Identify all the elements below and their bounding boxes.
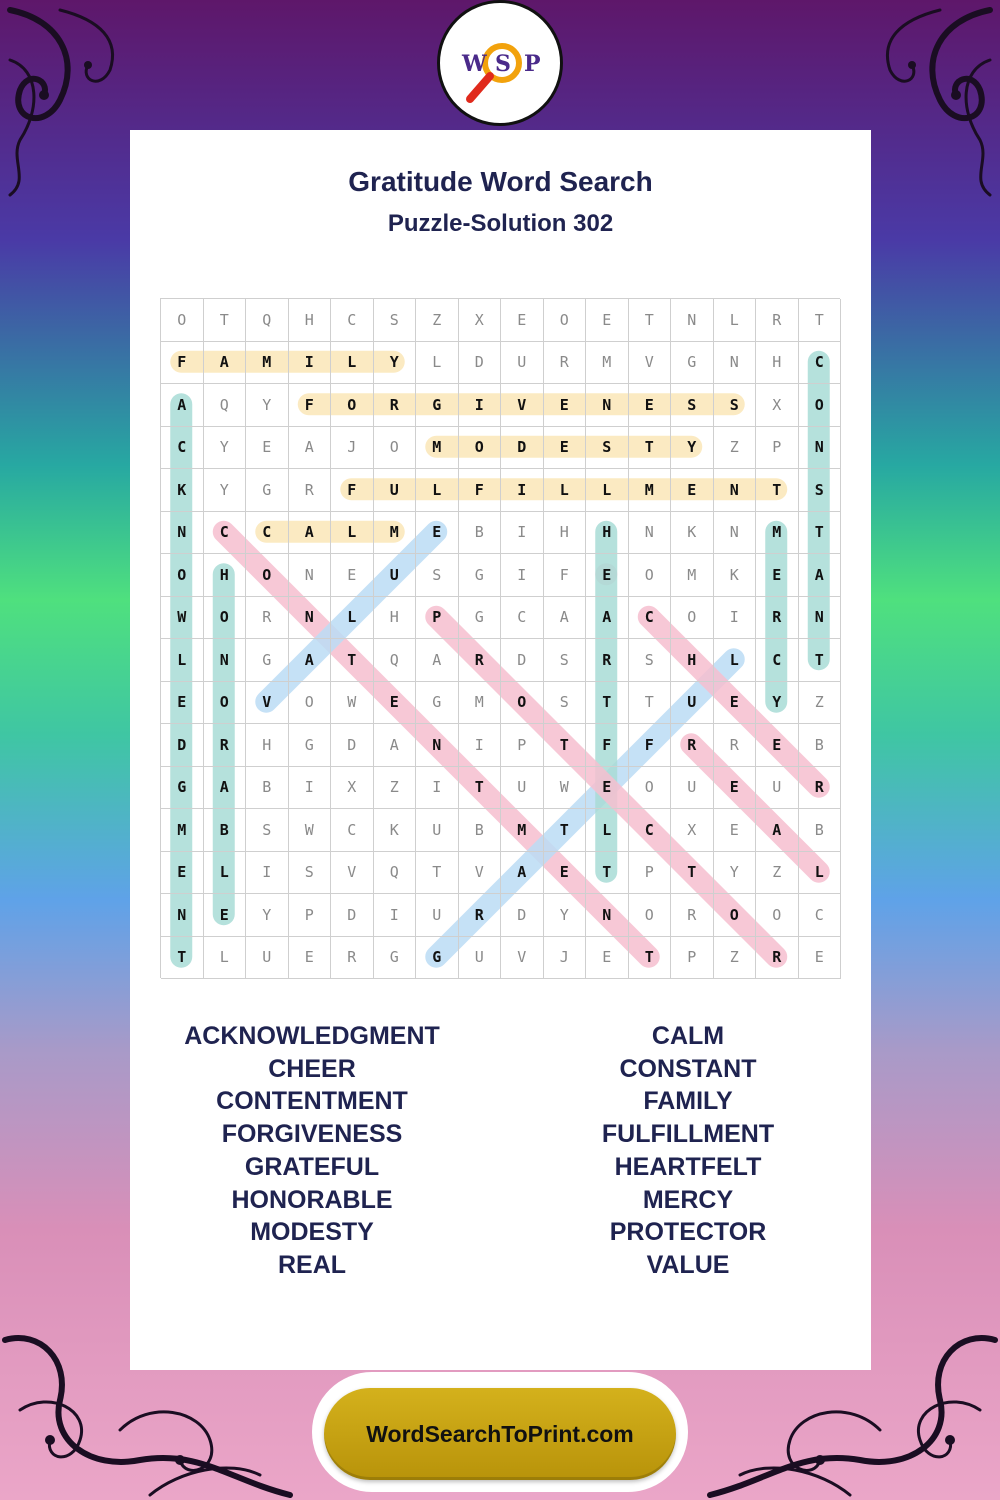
grid-cell[interactable]: Y	[204, 427, 247, 470]
grid-cell[interactable]: F	[331, 469, 374, 512]
grid-cell[interactable]: U	[501, 767, 544, 810]
word-list-item: MERCY	[642, 1185, 734, 1214]
grid-cell[interactable]: V	[501, 937, 544, 980]
grid-cell[interactable]: E	[331, 554, 374, 597]
grid-cell[interactable]: T	[161, 937, 204, 980]
grid-cell[interactable]: G	[246, 639, 289, 682]
site-link-label: WordSearchToPrint.com	[366, 1420, 634, 1447]
grid-cell[interactable]: L	[204, 852, 247, 895]
grid-cell[interactable]: Y	[544, 894, 587, 937]
grid-cell[interactable]: S	[544, 639, 587, 682]
grid-cell[interactable]: V	[331, 852, 374, 895]
word-list-item: PROTECTOR	[609, 1218, 767, 1247]
grid-cell[interactable]: H	[246, 724, 289, 767]
grid-cell[interactable]: N	[629, 512, 672, 555]
grid-cell[interactable]: L	[714, 639, 757, 682]
grid-cell[interactable]: S	[289, 852, 332, 895]
grid-cell[interactable]: E	[714, 682, 757, 725]
grid-cell[interactable]: W	[161, 597, 204, 640]
grid-cell[interactable]: E	[544, 852, 587, 895]
word-list-item: CONTENTMENT	[216, 1087, 408, 1116]
word-list-item: CHEER	[268, 1054, 356, 1083]
grid-cell[interactable]: B	[799, 809, 842, 852]
grid-cell[interactable]: E	[714, 767, 757, 810]
grid-cell[interactable]: U	[671, 682, 714, 725]
grid-cell[interactable]: C	[629, 809, 672, 852]
grid-cell[interactable]: Q	[374, 639, 417, 682]
grid-cell[interactable]: P	[416, 597, 459, 640]
grid-cell[interactable]: C	[204, 512, 247, 555]
grid-cell[interactable]: T	[756, 469, 799, 512]
grid-cell[interactable]: I	[246, 852, 289, 895]
grid-cell[interactable]: T	[459, 767, 502, 810]
grid-cell[interactable]: I	[289, 767, 332, 810]
grid-cell[interactable]: L	[416, 342, 459, 385]
grid-cell[interactable]: O	[246, 554, 289, 597]
grid-cell[interactable]: R	[459, 894, 502, 937]
grid-cell[interactable]: R	[671, 894, 714, 937]
word-list-item: HEARTFELT	[614, 1152, 762, 1181]
grid-cell[interactable]: D	[331, 894, 374, 937]
grid-cell[interactable]: C	[799, 342, 842, 385]
grid-cell[interactable]: M	[246, 342, 289, 385]
grid-cell[interactable]: F	[629, 724, 672, 767]
grid-cell[interactable]: H	[204, 554, 247, 597]
grid-cell[interactable]: Z	[756, 852, 799, 895]
grid-cell[interactable]: N	[799, 597, 842, 640]
grid-cell[interactable]: U	[671, 767, 714, 810]
grid-cell[interactable]: T	[799, 512, 842, 555]
grid-cell[interactable]: U	[756, 767, 799, 810]
grid-cell[interactable]: A	[289, 512, 332, 555]
grid-cell[interactable]: T	[629, 427, 672, 470]
grid-cell[interactable]: L	[331, 512, 374, 555]
grid-cell[interactable]: Y	[246, 894, 289, 937]
grid-cell[interactable]: S	[544, 682, 587, 725]
grid-cell[interactable]: E	[714, 809, 757, 852]
grid-cell[interactable]: G	[161, 767, 204, 810]
grid-cell[interactable]: F	[289, 384, 332, 427]
grid-cell[interactable]: L	[331, 597, 374, 640]
grid-cell[interactable]: B	[204, 809, 247, 852]
grid-cell[interactable]: U	[246, 937, 289, 980]
grid-cell[interactable]: S	[374, 299, 417, 342]
grid-cell[interactable]: E	[756, 724, 799, 767]
grid-cell[interactable]: N	[671, 299, 714, 342]
grid-cell[interactable]: G	[289, 724, 332, 767]
grid-cell[interactable]: G	[416, 682, 459, 725]
grid-cell[interactable]: T	[204, 299, 247, 342]
grid-cell[interactable]: Q	[374, 852, 417, 895]
grid-cell[interactable]: R	[714, 724, 757, 767]
grid-cell[interactable]: D	[501, 639, 544, 682]
grid-cell[interactable]: R	[799, 767, 842, 810]
grid-cell[interactable]: N	[416, 724, 459, 767]
grid-cell[interactable]: R	[204, 724, 247, 767]
grid-cell[interactable]: T	[331, 639, 374, 682]
grid-cell[interactable]: A	[289, 427, 332, 470]
grid-cell[interactable]: O	[161, 554, 204, 597]
grid-cell[interactable]: A	[544, 597, 587, 640]
grid-cell[interactable]: G	[246, 469, 289, 512]
grid-cell[interactable]: E	[246, 427, 289, 470]
grid-cell[interactable]: A	[374, 724, 417, 767]
grid-cell[interactable]: L	[586, 809, 629, 852]
grid-cell[interactable]: S	[246, 809, 289, 852]
grid-cell[interactable]: O	[756, 894, 799, 937]
grid-cell[interactable]: L	[331, 342, 374, 385]
grid-cell[interactable]: X	[459, 299, 502, 342]
logo-letter-p: P	[524, 51, 541, 77]
grid-cell[interactable]: N	[586, 384, 629, 427]
grid-cell[interactable]: T	[586, 682, 629, 725]
grid-cell[interactable]: K	[374, 809, 417, 852]
grid-cell[interactable]: F	[459, 469, 502, 512]
grid-cell[interactable]: W	[289, 809, 332, 852]
grid-cell[interactable]: E	[544, 384, 587, 427]
word-list-item: REAL	[277, 1250, 347, 1279]
grid-cell[interactable]: I	[416, 767, 459, 810]
grid-cell[interactable]: A	[756, 809, 799, 852]
grid-cell[interactable]: A	[586, 597, 629, 640]
grid-cell[interactable]: H	[671, 639, 714, 682]
grid-cell[interactable]: C	[799, 894, 842, 937]
grid-cell[interactable]: E	[544, 427, 587, 470]
grid-cell[interactable]: L	[586, 469, 629, 512]
grid-cell[interactable]: T	[586, 852, 629, 895]
grid-cell[interactable]: G	[416, 937, 459, 980]
logo-letter-s: S	[495, 51, 511, 77]
word-list-left	[162, 1020, 462, 1282]
page-subtitle: Puzzle-Solution 302	[387, 210, 614, 237]
grid-cell[interactable]: A	[501, 852, 544, 895]
grid-cell[interactable]: D	[331, 724, 374, 767]
grid-cell[interactable]: L	[161, 639, 204, 682]
grid-cell[interactable]: T	[629, 682, 672, 725]
grid-cell[interactable]: I	[374, 894, 417, 937]
grid-cell[interactable]: I	[459, 384, 502, 427]
grid-cell[interactable]: N	[204, 639, 247, 682]
word-list-item: FORGIVENESS	[221, 1120, 403, 1149]
grid-cell[interactable]: O	[161, 299, 204, 342]
grid-cell[interactable]: E	[204, 894, 247, 937]
grid-cell[interactable]: H	[289, 299, 332, 342]
grid-cell[interactable]: N	[799, 427, 842, 470]
grid-cell[interactable]: M	[756, 512, 799, 555]
grid-cell[interactable]: E	[586, 937, 629, 980]
word-list-item: FULFILLMENT	[601, 1120, 775, 1149]
grid-cell[interactable]: R	[756, 299, 799, 342]
grid-cell[interactable]: N	[714, 512, 757, 555]
grid-cell[interactable]: N	[714, 469, 757, 512]
grid-cell[interactable]: X	[756, 384, 799, 427]
grid-cell[interactable]: C	[331, 809, 374, 852]
grid-cell[interactable]: N	[714, 342, 757, 385]
grid-cell[interactable]: P	[671, 937, 714, 980]
magnifier-logo-icon	[440, 3, 560, 123]
grid-cell[interactable]: C	[246, 512, 289, 555]
word-list-item: CALM	[651, 1022, 725, 1050]
grid-cell[interactable]: T	[416, 852, 459, 895]
grid-cell[interactable]: L	[799, 852, 842, 895]
site-link-button[interactable]	[324, 1388, 676, 1480]
grid-cell[interactable]: C	[629, 597, 672, 640]
grid-cell[interactable]: O	[289, 682, 332, 725]
grid-cell[interactable]: K	[714, 554, 757, 597]
grid-cell[interactable]: E	[586, 767, 629, 810]
grid-cell[interactable]: U	[501, 342, 544, 385]
grid-cell[interactable]: G	[459, 554, 502, 597]
grid-cell[interactable]: S	[629, 639, 672, 682]
grid-cell[interactable]: R	[246, 597, 289, 640]
grid-cell[interactable]: R	[544, 342, 587, 385]
grid-cell[interactable]: X	[671, 809, 714, 852]
grid-cell[interactable]: H	[374, 597, 417, 640]
site-logo[interactable]	[437, 0, 563, 126]
grid-cell[interactable]: T	[629, 937, 672, 980]
grid-cell[interactable]: R	[289, 469, 332, 512]
grid-cell[interactable]: A	[289, 639, 332, 682]
grid-cell[interactable]: D	[161, 724, 204, 767]
grid-cell[interactable]: S	[799, 469, 842, 512]
grid-cell[interactable]: T	[629, 299, 672, 342]
grid-cell[interactable]: L	[714, 299, 757, 342]
grid-cell[interactable]: O	[714, 894, 757, 937]
grid-cell[interactable]: B	[799, 724, 842, 767]
grid-cell[interactable]: I	[459, 724, 502, 767]
grid-cell[interactable]: E	[161, 852, 204, 895]
grid-cell[interactable]: T	[544, 724, 587, 767]
grid-cell[interactable]: M	[671, 554, 714, 597]
grid-cell[interactable]: V	[246, 682, 289, 725]
grid-cell[interactable]: N	[289, 597, 332, 640]
grid-cell[interactable]: Z	[799, 682, 842, 725]
grid-cell[interactable]: J	[331, 427, 374, 470]
grid-cell[interactable]: N	[161, 512, 204, 555]
grid-cell[interactable]: V	[501, 384, 544, 427]
grid-cell[interactable]: M	[416, 427, 459, 470]
grid-cell[interactable]: O	[671, 597, 714, 640]
grid-cell[interactable]: P	[756, 427, 799, 470]
grid-cell[interactable]: V	[629, 342, 672, 385]
grid-cell[interactable]: H	[586, 512, 629, 555]
grid-cell[interactable]: I	[501, 512, 544, 555]
grid-cell[interactable]: E	[289, 937, 332, 980]
grid-cell[interactable]: Z	[714, 937, 757, 980]
grid-cell[interactable]: A	[204, 767, 247, 810]
grid-cell[interactable]: T	[799, 639, 842, 682]
grid-cell[interactable]: R	[756, 597, 799, 640]
word-list-item: FAMILY	[643, 1087, 733, 1116]
grid-cell[interactable]: Y	[671, 427, 714, 470]
grid-cell[interactable]: H	[756, 342, 799, 385]
grid-cell[interactable]: A	[204, 342, 247, 385]
grid-cell[interactable]: S	[416, 554, 459, 597]
grid-cell[interactable]: M	[374, 512, 417, 555]
grid-cell[interactable]: Y	[374, 342, 417, 385]
grid-cell[interactable]: S	[671, 384, 714, 427]
grid-cell[interactable]: L	[416, 469, 459, 512]
grid-cell[interactable]: G	[459, 597, 502, 640]
puzzle-grid-area	[160, 298, 840, 978]
grid-cell[interactable]: G	[671, 342, 714, 385]
word-list-item: MODESTY	[250, 1218, 374, 1247]
grid-cell[interactable]: S	[586, 427, 629, 470]
grid-cell[interactable]: L	[204, 937, 247, 980]
grid-cell[interactable]: M	[161, 809, 204, 852]
grid-cell[interactable]: I	[501, 554, 544, 597]
grid-cell[interactable]: J	[544, 937, 587, 980]
grid-cell[interactable]: W	[544, 767, 587, 810]
grid-cell[interactable]: E	[416, 512, 459, 555]
grid-cell[interactable]: B	[459, 512, 502, 555]
grid-cell[interactable]: B	[246, 767, 289, 810]
grid-cell[interactable]: O	[629, 894, 672, 937]
grid-cell[interactable]: E	[501, 299, 544, 342]
grid-cell[interactable]: E	[586, 554, 629, 597]
grid-cell[interactable]: Q	[246, 299, 289, 342]
grid-cell[interactable]: F	[161, 342, 204, 385]
grid-cell[interactable]: O	[501, 682, 544, 725]
grid-cell[interactable]: E	[629, 384, 672, 427]
word-list-item: GRATEFUL	[244, 1152, 380, 1181]
grid-cell[interactable]: E	[756, 554, 799, 597]
grid-cell[interactable]: F	[586, 724, 629, 767]
grid-cell[interactable]: A	[416, 639, 459, 682]
grid-cell[interactable]: E	[586, 299, 629, 342]
grid-cell[interactable]: K	[671, 512, 714, 555]
grid-cell[interactable]: G	[416, 384, 459, 427]
grid-cell[interactable]: U	[374, 469, 417, 512]
grid-cell[interactable]: G	[374, 937, 417, 980]
grid-cell[interactable]: P	[289, 894, 332, 937]
word-list-item: VALUE	[646, 1250, 730, 1279]
word-list-item: HONORABLE	[231, 1185, 393, 1214]
grid-cell[interactable]: H	[544, 512, 587, 555]
grid-cell[interactable]: O	[204, 597, 247, 640]
grid-cell[interactable]: P	[629, 852, 672, 895]
grid-cell[interactable]: N	[586, 894, 629, 937]
grid-cell[interactable]: R	[586, 639, 629, 682]
letter-grid	[160, 298, 840, 978]
grid-cell[interactable]: V	[459, 852, 502, 895]
grid-cell[interactable]: U	[416, 894, 459, 937]
grid-cell[interactable]: N	[161, 894, 204, 937]
grid-cell[interactable]: I	[714, 597, 757, 640]
grid-cell[interactable]: P	[501, 724, 544, 767]
word-list-item: ACKNOWLEDGMENT	[184, 1022, 440, 1050]
grid-cell[interactable]: O	[544, 299, 587, 342]
grid-cell[interactable]: O	[629, 767, 672, 810]
grid-cell[interactable]: A	[161, 384, 204, 427]
grid-cell[interactable]: F	[544, 554, 587, 597]
grid-cell[interactable]: M	[586, 342, 629, 385]
grid-cell[interactable]: R	[671, 724, 714, 767]
grid-cell[interactable]: I	[289, 342, 332, 385]
grid-cell[interactable]: E	[671, 469, 714, 512]
grid-cell[interactable]: C	[161, 427, 204, 470]
grid-cell[interactable]: U	[459, 937, 502, 980]
grid-cell[interactable]: Y	[714, 852, 757, 895]
grid-cell[interactable]: D	[501, 427, 544, 470]
grid-cell[interactable]: U	[374, 554, 417, 597]
grid-cell[interactable]: D	[459, 342, 502, 385]
grid-cell[interactable]: Z	[374, 767, 417, 810]
grid-cell[interactable]: Y	[204, 469, 247, 512]
grid-cell[interactable]: T	[671, 852, 714, 895]
grid-cell[interactable]: A	[799, 554, 842, 597]
grid-cell[interactable]: Q	[204, 384, 247, 427]
grid-cell[interactable]: Y	[756, 682, 799, 725]
grid-cell[interactable]: K	[161, 469, 204, 512]
grid-cell[interactable]: C	[331, 299, 374, 342]
grid-cell[interactable]: E	[799, 937, 842, 980]
grid-cell[interactable]: X	[331, 767, 374, 810]
grid-cell[interactable]: C	[756, 639, 799, 682]
grid-cell[interactable]: O	[629, 554, 672, 597]
grid-cell[interactable]: O	[331, 384, 374, 427]
grid-cell[interactable]: R	[459, 639, 502, 682]
grid-cell[interactable]: Z	[416, 299, 459, 342]
grid-cell[interactable]: D	[501, 894, 544, 937]
grid-cell[interactable]: O	[204, 682, 247, 725]
grid-cell[interactable]: O	[799, 384, 842, 427]
grid-cell[interactable]: C	[501, 597, 544, 640]
grid-cell[interactable]: B	[459, 809, 502, 852]
grid-cell[interactable]: E	[374, 682, 417, 725]
page-title: Gratitude Word Search	[348, 166, 653, 197]
grid-cell[interactable]: R	[374, 384, 417, 427]
grid-cell[interactable]: R	[331, 937, 374, 980]
grid-cell[interactable]: M	[629, 469, 672, 512]
grid-cell[interactable]: R	[756, 937, 799, 980]
grid-cell[interactable]: Z	[714, 427, 757, 470]
grid-cell[interactable]: T	[799, 299, 842, 342]
grid-cell[interactable]: U	[416, 809, 459, 852]
logo-letter-w: W	[462, 51, 487, 77]
grid-cell[interactable]: I	[501, 469, 544, 512]
grid-cell[interactable]: S	[714, 384, 757, 427]
grid-cell[interactable]: T	[544, 809, 587, 852]
grid-cell[interactable]: M	[501, 809, 544, 852]
word-list-item: CONSTANT	[619, 1054, 757, 1083]
grid-cell[interactable]: L	[544, 469, 587, 512]
grid-cell[interactable]: W	[331, 682, 374, 725]
grid-cell[interactable]: O	[459, 427, 502, 470]
grid-cell[interactable]: E	[161, 682, 204, 725]
footer-badge	[312, 1372, 688, 1492]
word-list-right	[538, 1020, 838, 1282]
grid-cell[interactable]: N	[289, 554, 332, 597]
grid-cell[interactable]: O	[374, 427, 417, 470]
grid-cell[interactable]: M	[459, 682, 502, 725]
grid-cell[interactable]: Y	[246, 384, 289, 427]
